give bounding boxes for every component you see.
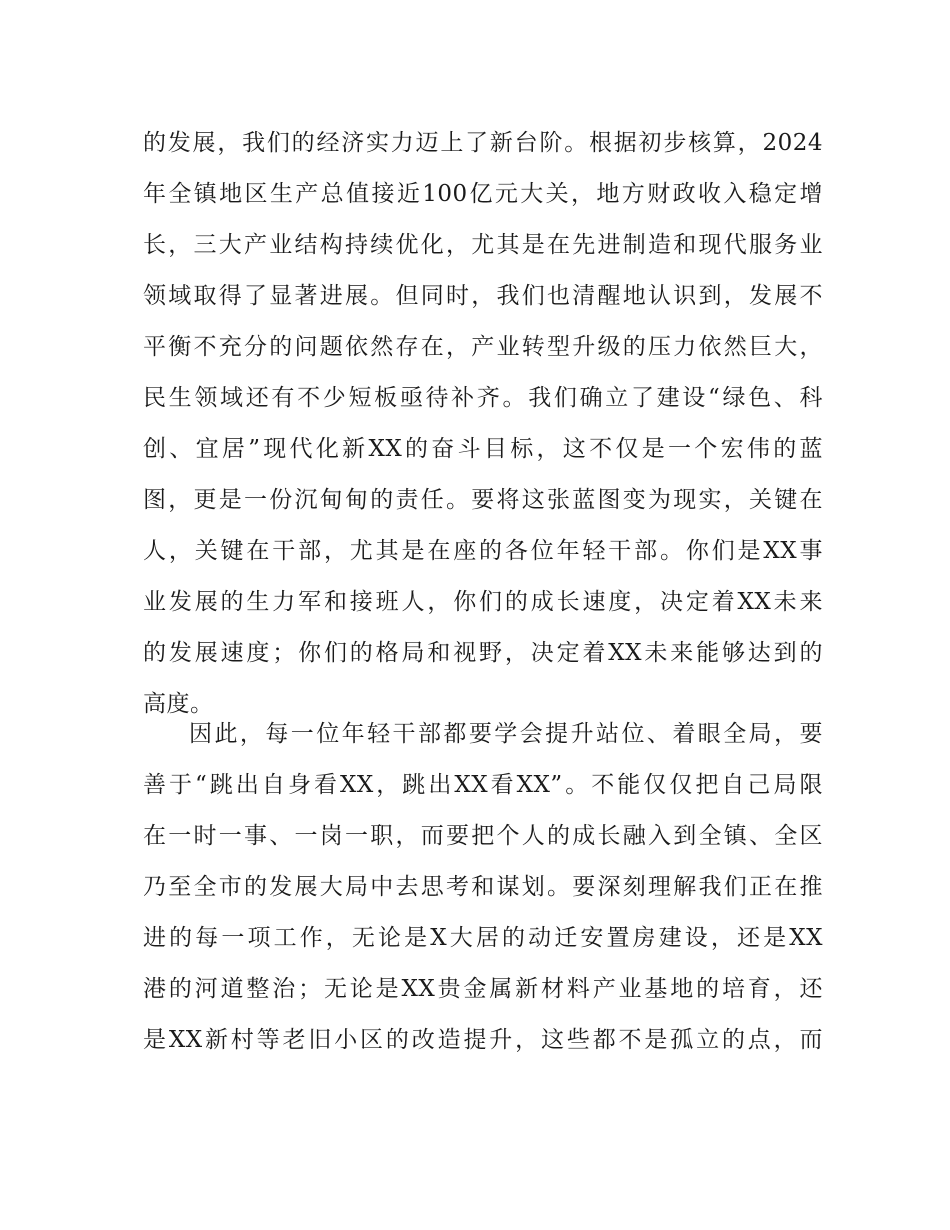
paragraph-line: 的发展速度；你们的格局和视野，决定着XX未来能够达到的 xyxy=(143,640,823,666)
paragraph-line: 图，更是一份沉甸甸的责任。要将这张蓝图变为现实，关键在 xyxy=(143,487,823,513)
paragraph-2 xyxy=(143,709,823,1066)
paragraph-line: 因此，每一位年轻干部都要学会提升站位、着眼全局，要 xyxy=(189,721,823,747)
paragraph-line: 年全镇地区生产总值接近100亿元大关，地方财政收入稳定增 xyxy=(143,181,823,207)
paragraph-line: 高度。 xyxy=(143,691,214,717)
paragraph-line: 是XX新村等老旧小区的改造提升，这些都不是孤立的点，而 xyxy=(143,1027,823,1053)
paragraph-1 xyxy=(143,118,823,730)
paragraph-line: 乃至全市的发展大局中去思考和谋划。要深刻理解我们正在推 xyxy=(143,874,823,900)
paragraph-line: 长，三大产业结构持续优化，尤其是在先进制造和现代服务业 xyxy=(143,232,823,258)
paragraph-line: 业发展的生力军和接班人，你们的成长速度，决定着XX未来 xyxy=(143,589,823,615)
paragraph-line: 的发展，我们的经济实力迈上了新台阶。根据初步核算，2024 xyxy=(143,130,823,156)
paragraph-line: 创、宜居”现代化新XX的奋斗目标，这不仅是一个宏伟的蓝 xyxy=(143,436,823,462)
paragraph-line: 平衡不充分的问题依然存在，产业转型升级的压力依然巨大， xyxy=(143,334,823,360)
paragraph-line: 进的每一项工作，无论是X大居的动迁安置房建设，还是XX xyxy=(143,925,823,951)
paragraph-line: 人，关键在干部，尤其是在座的各位年轻干部。你们是XX事 xyxy=(143,538,823,564)
paragraph-line: 民生领域还有不少短板亟待补齐。我们确立了建设“绿色、科 xyxy=(143,385,823,411)
paragraph-line: 港的河道整治；无论是XX贵金属新材料产业基地的培育，还 xyxy=(143,976,823,1002)
paragraph-line: 善于“跳出自身看XX，跳出XX看XX”。不能仅仅把自己局限 xyxy=(143,772,823,798)
paragraph-line: 在一时一事、一岗一职，而要把个人的成长融入到全镇、全区 xyxy=(143,823,823,849)
paragraph-line: 领域取得了显著进展。但同时，我们也清醒地认识到，发展不 xyxy=(143,283,823,309)
